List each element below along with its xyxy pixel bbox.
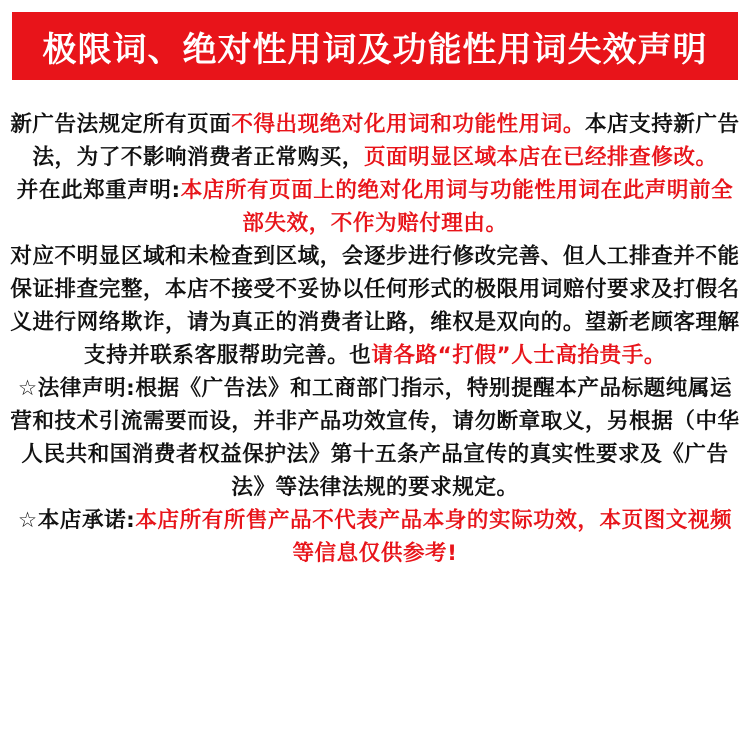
text-segment: ☆法律声明:根据《广告法》和工商部门指示，特别提醒本产品标题纯属运营和技术引流需要而设，并非产品功效宣传，请勿断章取义，另根据（中华人民共和国消费者权益保护法》第十五条产品宣传的真实性要求及《广告法》等法律法规的要求规定。	[10, 376, 740, 500]
highlight-segment: 不得出现绝对化用词和功能性用词。	[231, 112, 585, 137]
paragraph-store-promise	[10, 504, 740, 570]
highlight-segment: 本店所有页面上的绝对化用词与功能性用词在此声明前全部失效，不作为赔付理由。	[180, 178, 734, 236]
text-segment: 本店支持新广告法，为了不影响消费者正常购买，	[32, 112, 740, 170]
paragraph-unchecked-areas	[10, 240, 740, 372]
highlight-segment: 本店所有所售产品不代表产品本身的实际功效，本页图文视频等信息仅供参考!	[135, 508, 733, 566]
paragraph-ad-law	[10, 108, 740, 174]
text-segment: 并在此郑重声明:	[16, 178, 181, 203]
paragraph-solemn-statement	[10, 174, 740, 240]
declaration-body	[10, 108, 740, 570]
paragraph-legal-statement	[10, 372, 740, 504]
banner-title: 极限词、绝对性用词及功能性用词失效声明	[42, 29, 708, 70]
text-segment: ☆本店承诺:	[17, 508, 136, 533]
title-banner	[12, 12, 738, 80]
highlight-segment: 页面明显区域本店在已经排查修改。	[363, 145, 718, 170]
text-segment: 对应不明显区域和未检查到区域，会逐步进行修改完善、但人工排查并不能保证排查完整，本店不接受不妥协以任何形式的极限用词赔付要求及打假名义进行网络欺诈，请为真正的消费者让路，维权是双向的。望新老顾客理解支持并联系客服帮助完善。也	[10, 244, 740, 368]
highlight-segment: 请各路“打假”人士高抬贵手。	[371, 343, 666, 368]
text-segment: 新广告法规定所有页面	[10, 112, 232, 137]
